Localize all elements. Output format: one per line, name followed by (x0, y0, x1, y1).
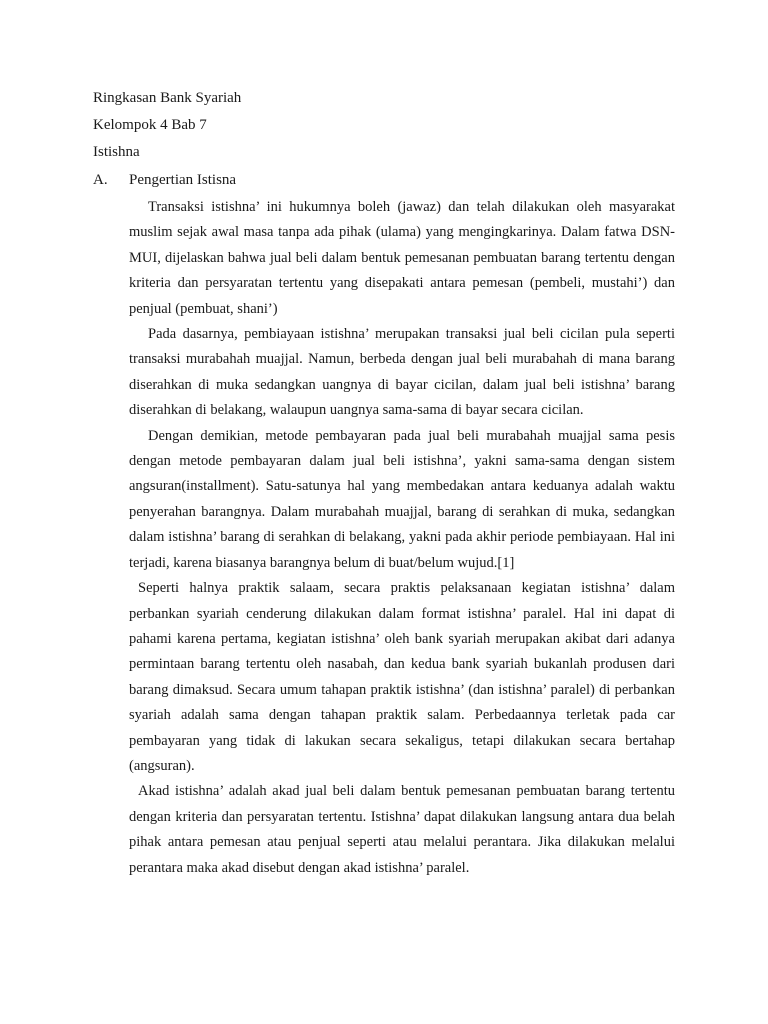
document-title: Ringkasan Bank Syariah (93, 90, 242, 106)
paragraph-4: Seperti halnya praktik salaam, secara praktis pelaksanaan kegiatan istishna’ dalam perbankan syariah cenderung dilakukan dalam format istishna’ paralel. Hal ini dapat di pahami karena pertama, kegiatan istishna’ oleh bank syariah merupakan akibat dari adanya permintaan barang tertentu oleh nasabah, dan kedua bank syariah bukanlah produsen dari barang dimaksud. Secara umum tahapan praktik istishna’ (dan istishna’ paralel) di perbankan syariah adalah sama dengan tahapan praktik salam. Perbedaannya terletak pada car pembayaran yang tidak di lakukan secara sekaligus, tetapi dilakukan secara bertahap (angsuran). (129, 580, 675, 774)
section-body (129, 195, 675, 881)
paragraph-5: Akad istishna’ adalah akad jual beli dalam bentuk pemesanan pembuatan barang tertentu dengan kriteria dan persyaratan tertentu. Istishna’ dapat dilakukan langsung antara dua belah pihak antara pemesan atau penjual seperti atau melalui perantara. Jika dilakukan melalui perantara maka akad disebut dengan akad istishna’ paralel. (129, 783, 675, 876)
section-heading: Pengertian Istisna (129, 172, 237, 188)
section-number: A. (93, 172, 108, 188)
paragraph-1: Transaksi istishna’ ini hukumnya boleh (jawaz) dan telah dilakukan oleh masyarakat muslim sejak awal masa tanpa ada pihak (ulama) yang mengingkarinya. Dalam fatwa DSN-MUI, dijelaskan bahwa jual beli dalam bentuk pemesanan pembuatan barang tertentu dengan kriteria dan persyaratan tertentu yang disepakati antara pemesan (pembeli, mustahi’) dan penjual (pembuat, shani’) (129, 199, 675, 317)
paragraph-3: Dengan demikian, metode pembayaran pada jual beli murabahah muajjal sama pesis dengan metode pembayaran dalam jual beli istishna’, yakni sama-sama dengan sistem angsuran(installment). Satu-satunya hal yang membedakan antara keduanya adalah waktu penyerahan barangnya. Dalam murabahah muajjal, barang di serahkan di muka, sedangkan dalam istishna’ barang di serahkan di belakang, yakni pada akhir periode pembiayaan. Hal ini terjadi, karena biasanya barangnya belum di buat/belum wujud.[1] (129, 427, 675, 571)
paragraph-2: Pada dasarnya, pembiayaan istishna’ merupakan transaksi jual beli cicilan pula seperti transaksi murabahah muajjal. Namun, berbeda dengan jual beli murabahah di mana barang diserahkan di muka sedangkan uangnya di bayar cicilan, dalam jual beli istishna’ barang diserahkan di belakang, walaupun uangnya sama-sama di bayar secara cicilan. (129, 326, 675, 419)
document-group: Kelompok 4 Bab 7 (93, 117, 207, 133)
document-topic: Istishna (93, 144, 140, 160)
